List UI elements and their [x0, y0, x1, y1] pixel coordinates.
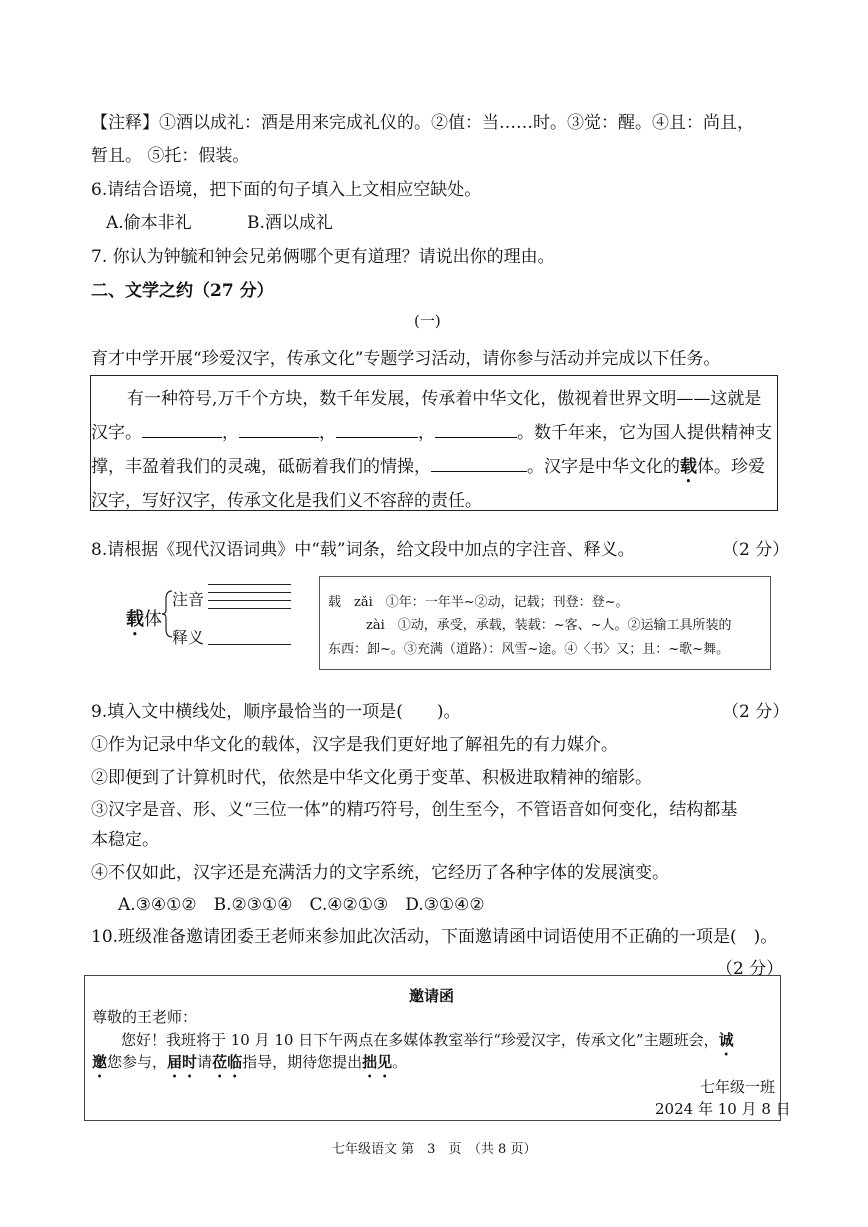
- invitation-signature: 七年级一班: [700, 1078, 776, 1096]
- section-2-intro: 育才中学开展“珍爱汉字，传承文化”专题学习活动，请你参与活动并完成以下任务。: [91, 349, 721, 369]
- question-10-stem: 10.班级准备邀请团委王老师来参加此次活动，下面邀请函中词语使用不正确的一项是( )。: [91, 927, 778, 947]
- question-6-option-b: B.酒以成礼: [247, 213, 333, 233]
- passage-line-3-start: 撑，丰盈着我们的灵魂，砥砺着我们的情操，: [91, 457, 431, 477]
- passage-line-2-end: 。数千年来，它为国人提供精神支: [517, 423, 772, 443]
- q9-sentence-3b: 本稳定。: [91, 830, 159, 850]
- q8-word-zaiti: [126, 605, 162, 640]
- passage-line-2: [91, 418, 772, 443]
- pinyin-writing-line-1[interactable]: [208, 584, 291, 585]
- passage-line-3-end: 体。珍爱: [697, 457, 765, 477]
- section-2-subheading: (一): [414, 312, 441, 330]
- pinyin-writing-line-2[interactable]: [208, 592, 291, 593]
- invitation-greeting: 尊敬的王老师：: [92, 1008, 198, 1026]
- question-6-stem: 6.请结合语境，把下面的句子填入上文相应空缺处。: [91, 180, 482, 200]
- q9-options: A.③④①② B.②③①④ C.④②①③ D.③①④②: [118, 895, 485, 915]
- emph-cheng: 诚: [718, 1031, 734, 1049]
- section-2-heading: 二、文学之约（27 分）: [91, 281, 274, 301]
- q9-sentence-3a: ③汉字是音、形、义“三位一体”的精巧符号，创生至今，不管语音如何变化，结构都基: [91, 800, 738, 820]
- label-meaning: 释义: [172, 628, 205, 647]
- dict-line-3: 东西：卸~。③充满（道路）：风雪~途。④〈书〉又；且：~歌~舞。: [328, 642, 730, 657]
- invitation-body-1-text: 您好！我班将于 10 月 10 日下午两点在多媒体教室举行“珍爱汉字，传承文化”主题班会，: [121, 1031, 719, 1049]
- emph-lilin: 莅临: [212, 1053, 243, 1071]
- notes-line-2: 暂且。 ⑤托：假装。: [91, 146, 250, 166]
- pinyin-writing-line-3[interactable]: [208, 600, 291, 601]
- dict-line-1: 载 zǎi ①年：一年半~②动，记载；刊登：登~。: [328, 595, 629, 610]
- question-8-score: （2 分）: [722, 540, 790, 560]
- question-9-score: （2 分）: [722, 702, 790, 722]
- comma-1: ，: [222, 423, 239, 443]
- emph-jieshi: 届时: [167, 1053, 198, 1071]
- q9-sentence-4: ④不仅如此，汉字还是充满活力的文字系统，它经历了各种字体的发展演变。: [91, 863, 669, 883]
- question-6-option-a: A.偷本非礼: [106, 213, 192, 233]
- passage-line-3-mid: 。汉字是中华文化的: [527, 457, 680, 477]
- passage-line-1: 有一种符号,万千个方块，数千年发展，传承着中华文化，傲视着世界文明——这就是: [127, 389, 762, 409]
- question-9-stem: 9.填入文中横线处，顺序最恰当的一项是( )。: [91, 702, 461, 722]
- fill-blank-1[interactable]: [142, 420, 222, 438]
- passage-line-2-start: 汉字。: [91, 423, 142, 443]
- question-10-score: （2 分）: [716, 959, 784, 979]
- q9-sentence-1: ①作为记录中华文化的载体，汉字是我们更好地了解祖先的有力媒介。: [91, 735, 618, 755]
- invitation-body-2d: 。: [392, 1053, 408, 1071]
- label-pinyin: 注音: [172, 590, 205, 609]
- fill-blank-2[interactable]: [239, 420, 319, 438]
- invitation-title: 邀请函: [409, 987, 455, 1005]
- dict-line-2: zài ①动，承受，承载，装载：~客、~人。②运输工具所装的: [366, 618, 732, 633]
- q8-word-char-ti: 体: [144, 609, 162, 630]
- q8-word-char-zai: 载: [126, 609, 144, 630]
- page-footer: 七年级语文 第 3 页 （共 8 页）: [332, 1142, 537, 1157]
- notes-line-1: 【注释】①酒以成礼：酒是用来完成礼仪的。②值：当……时。③觉：醒。④且：尚且，: [91, 113, 754, 133]
- fill-blank-5[interactable]: [431, 454, 527, 472]
- question-8-stem: 8.请根据《现代汉语词典》中“载”词条，给文段中加点的字注音、释义。: [91, 540, 635, 560]
- invitation-body-2b: 请: [197, 1053, 213, 1071]
- emphasized-char-zai: 载: [680, 457, 697, 477]
- invitation-date: 2024 年 10 月 8 日: [655, 1100, 791, 1118]
- question-7-stem: 7. 你认为钟毓和钟会兄弟俩哪个更有道理？请说出你的理由。: [91, 247, 555, 267]
- pinyin-writing-line-4[interactable]: [208, 608, 291, 609]
- invitation-body-2a: 您参与，: [107, 1053, 168, 1071]
- comma-3: ，: [418, 423, 435, 443]
- meaning-writing-line[interactable]: [208, 644, 291, 645]
- comma-2: ，: [319, 423, 336, 443]
- fill-blank-3[interactable]: [336, 420, 418, 438]
- passage-line-4: 汉字，写好汉字，传承文化是我们义不容辞的责任。: [91, 491, 482, 511]
- invitation-body-line-2: [92, 1051, 407, 1081]
- fill-blank-4[interactable]: [435, 420, 517, 438]
- emph-zhuojian: 拙见: [362, 1053, 393, 1071]
- emph-yao: 邀: [92, 1053, 108, 1071]
- invitation-body-2c: 指导，期待您提出: [242, 1053, 363, 1071]
- q9-sentence-2: ②即便到了计算机时代，依然是中华文化勇于变革、积极进取精神的缩影。: [91, 768, 652, 788]
- passage-line-3: [91, 452, 765, 487]
